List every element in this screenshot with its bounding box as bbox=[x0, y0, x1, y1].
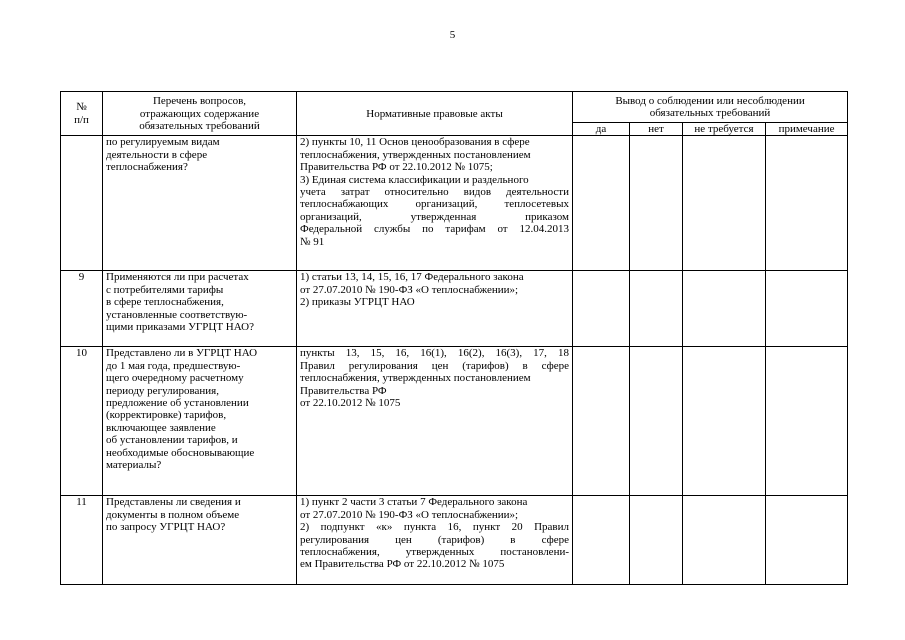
cell-yes bbox=[573, 496, 630, 585]
cell-note bbox=[766, 347, 848, 496]
row-num: 9 bbox=[61, 271, 103, 347]
page-number: 5 bbox=[449, 29, 456, 41]
row-num: 11 bbox=[61, 496, 103, 585]
row-num: 10 bbox=[61, 347, 103, 496]
cell-no bbox=[630, 271, 683, 347]
row-acts: 1) пункт 2 части 3 статьи 7 Федерального закона от 27.07.2010 № 190-ФЗ «О теплоснабжении»; 2) подпункт «к» пункта 16, пункт 20 Правил регулирования цен (тарифов) в сфере теплоснабжения, утвержденных постановлени- ем Правительства РФ от 22.10.2012 № 1075 bbox=[297, 496, 573, 585]
table-row bbox=[61, 496, 848, 585]
row-num bbox=[61, 136, 103, 271]
row-acts: 1) статьи 13, 14, 15, 16, 17 Федерального закона от 27.07.2010 № 190-ФЗ «О теплоснабжении»; 2) приказы УГРЦТ НАО bbox=[297, 271, 573, 347]
table-row bbox=[61, 136, 848, 271]
header-row bbox=[61, 92, 848, 123]
requirements-table bbox=[60, 91, 848, 585]
row-acts: пункты 13, 15, 16, 16(1), 16(2), 16(3), 17, 18 Правил регулирования цен (тарифов) в сфере теплоснабжения, утвержденных постановлением Правительства РФ от 22.10.2012 № 1075 bbox=[297, 347, 573, 496]
cell-note bbox=[766, 136, 848, 271]
header-conclusion: Вывод о соблюдении или несоблюдении обязательных требований bbox=[573, 92, 848, 123]
cell-no bbox=[630, 347, 683, 496]
table-row bbox=[61, 347, 848, 496]
cell-not-required bbox=[683, 496, 766, 585]
cell-yes bbox=[573, 271, 630, 347]
row-question: Представлены ли сведения и документы в полном объеме по запросу УГРЦТ НАО? bbox=[103, 496, 297, 585]
cell-yes bbox=[573, 347, 630, 496]
cell-yes bbox=[573, 136, 630, 271]
cell-not-required bbox=[683, 136, 766, 271]
header-not-required: не требуется bbox=[683, 123, 766, 136]
row-question: Применяются ли при расчетах с потребителями тарифы в сфере теплоснабжения, установленные соответствую- щими приказами УГРЦТ НАО? bbox=[103, 271, 297, 347]
cell-note bbox=[766, 496, 848, 585]
header-num: № п/п bbox=[61, 92, 103, 136]
cell-no bbox=[630, 496, 683, 585]
row-question: по регулируемым видам деятельности в сфере теплоснабжения? bbox=[103, 136, 297, 271]
row-acts: 2) пункты 10, 11 Основ ценообразования в сфере теплоснабжения, утвержденных постановлением Правительства РФ от 22.10.2012 № 1075; 3) Единая система классификации и раздельного учета затрат относительно видов деятельности теплоснабжающих организаций, теплосетевых организаций, утвержденная приказом Федеральной службы по тарифам от 12.04.2013 № 91 bbox=[297, 136, 573, 271]
cell-not-required bbox=[683, 347, 766, 496]
row-question: Представлено ли в УГРЦТ НАО до 1 мая года, предшествую- щего очередному расчетному периоду регулирования, предложение об установлении (корректировке) тарифов, включающее заявление об установлении тарифов, и необходимые обосновывающие материалы? bbox=[103, 347, 297, 496]
cell-not-required bbox=[683, 271, 766, 347]
header-note: примечание bbox=[766, 123, 848, 136]
header-questions: Перечень вопросов, отражающих содержание обязательных требований bbox=[103, 92, 297, 136]
header-no: нет bbox=[630, 123, 683, 136]
cell-note bbox=[766, 271, 848, 347]
header-acts: Нормативные правовые акты bbox=[297, 92, 573, 136]
cell-no bbox=[630, 136, 683, 271]
header-yes: да bbox=[573, 123, 630, 136]
table-row bbox=[61, 271, 848, 347]
